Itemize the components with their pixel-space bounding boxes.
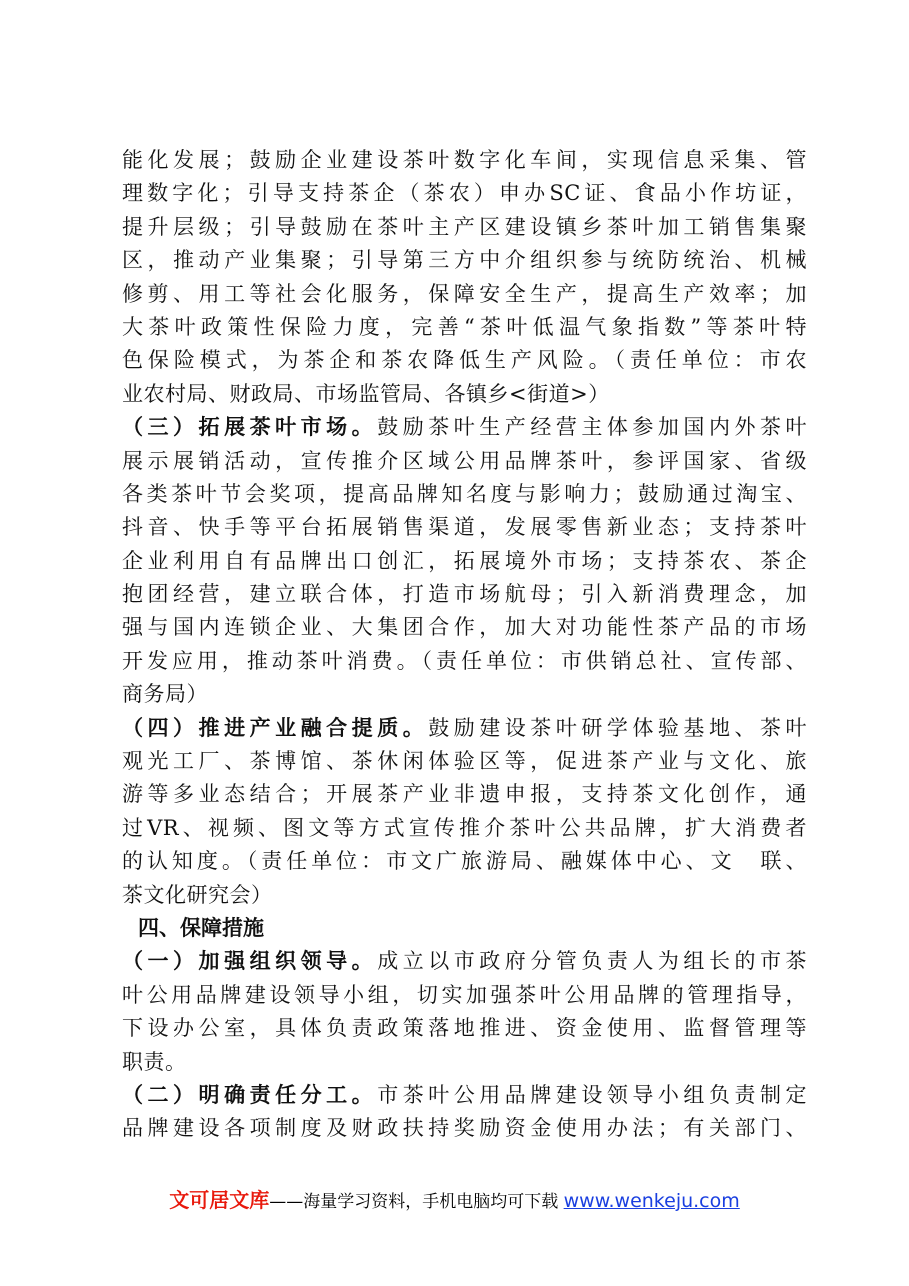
section-4-first-line: [122, 712, 807, 745]
section-4-title: （四）推进产业融合提质。: [122, 715, 429, 740]
footer-tagline: ——海量学习资料，手机电脑均可下载: [269, 1192, 559, 1212]
body-line: 游等多业态结合；开展茶产业非遗申报，支持茶文化创作，通: [122, 782, 807, 807]
body-line: 商务局）: [122, 682, 208, 707]
body-line: 强与国内连锁企业、大集团合作，加大对功能性茶产品的市场: [122, 615, 807, 640]
section-4-text: 鼓励建设茶叶研学体验基地、茶叶: [428, 715, 808, 740]
body-line: 的认知度。（责任单位：市文广旅游局、融媒体中心、文 联、: [122, 849, 807, 874]
body-line: 观光工厂、茶博馆、茶休闲体验区等，促进茶产业与文化、旅: [122, 749, 807, 774]
body-line: 企业利用自有品牌出口创汇，拓展境外市场；支持茶农、茶企: [122, 548, 807, 573]
body-line: 叶公用品牌建设领导小组，切实加强茶叶公用品牌的管理指导，: [122, 982, 807, 1007]
body-line: 业农村局、财政局、市场监管局、各镇乡<街道>）: [122, 381, 610, 406]
body-line: 提升层级；引导鼓励在茶叶主产区建设镇乡茶叶加工销售集聚: [122, 214, 807, 239]
body-line: 展示展销活动，宣传推介区域公用品牌茶叶，参评国家、省级: [122, 448, 807, 473]
body-line: 下设办公室，具体负责政策落地推进、资金使用、监督管理等: [122, 1016, 807, 1041]
body-line: 各类茶叶节会奖项，提高品牌知名度与影响力；鼓励通过淘宝、: [122, 481, 807, 506]
body-line: 色保险模式，为茶企和茶农降低生产风险。（责任单位：市农: [122, 348, 807, 373]
body-line: 开发应用，推动茶叶消费。（责任单位：市供销总社、宣传部、: [122, 648, 807, 673]
body-line: 大茶叶政策性保险力度，完善“茶叶低温气象指数”等茶叶特: [122, 314, 807, 339]
section-3-title: （三）拓展茶叶市场。: [122, 415, 378, 440]
body-line: 能化发展；鼓励企业建设茶叶数字化车间，实现信息采集、管: [122, 148, 807, 172]
body-line: 抱团经营，建立联合体，打造市场航母；引入新消费理念，加: [122, 582, 807, 607]
body-line: 理数字化；引导支持茶企（茶农）申办SC证、食品小作坊证，: [122, 181, 807, 206]
section-heading: 四、保障措施: [138, 915, 264, 940]
measure-2-title: （二）明确责任分工。: [122, 1082, 378, 1107]
measure-1-first-line: [122, 945, 807, 978]
body-line: 抖音、快手等平台拓展销售渠道，发展零售新业态；支持茶叶: [122, 515, 807, 540]
measure-2-first-line: [122, 1079, 807, 1112]
footer-url-link[interactable]: www.wenkeju.com: [563, 1190, 740, 1212]
body-line: 过VR、视频、图文等方式宣传推介茶叶公共品牌，扩大消费者: [122, 815, 807, 840]
body-line: 品牌建设各项制度及财政扶持奖励资金使用办法；有关部门、: [122, 1116, 807, 1141]
body-line: 职责。: [122, 1049, 187, 1074]
document-body: [122, 144, 807, 1146]
measure-1-text: 成立以市政府分管负责人为组长的市茶: [377, 949, 808, 974]
footer-banner: [0, 1184, 909, 1213]
body-line: 修剪、用工等社会化服务，保障安全生产，提高生产效率；加: [122, 281, 807, 306]
body-line: 区，推动产业集聚；引导第三方中介组织参与统防统治、机械: [122, 248, 807, 273]
section-3-text: 鼓励茶叶生产经营主体参加国内外茶叶: [377, 415, 808, 440]
measure-2-text: 市茶叶公用品牌建设领导小组负责制定: [377, 1082, 808, 1107]
body-line: 茶文化研究会）: [122, 882, 273, 907]
measure-1-title: （一）加强组织领导。: [122, 949, 378, 974]
section-3-first-line: [122, 411, 807, 444]
footer-brand: 文可居文库: [169, 1188, 270, 1212]
